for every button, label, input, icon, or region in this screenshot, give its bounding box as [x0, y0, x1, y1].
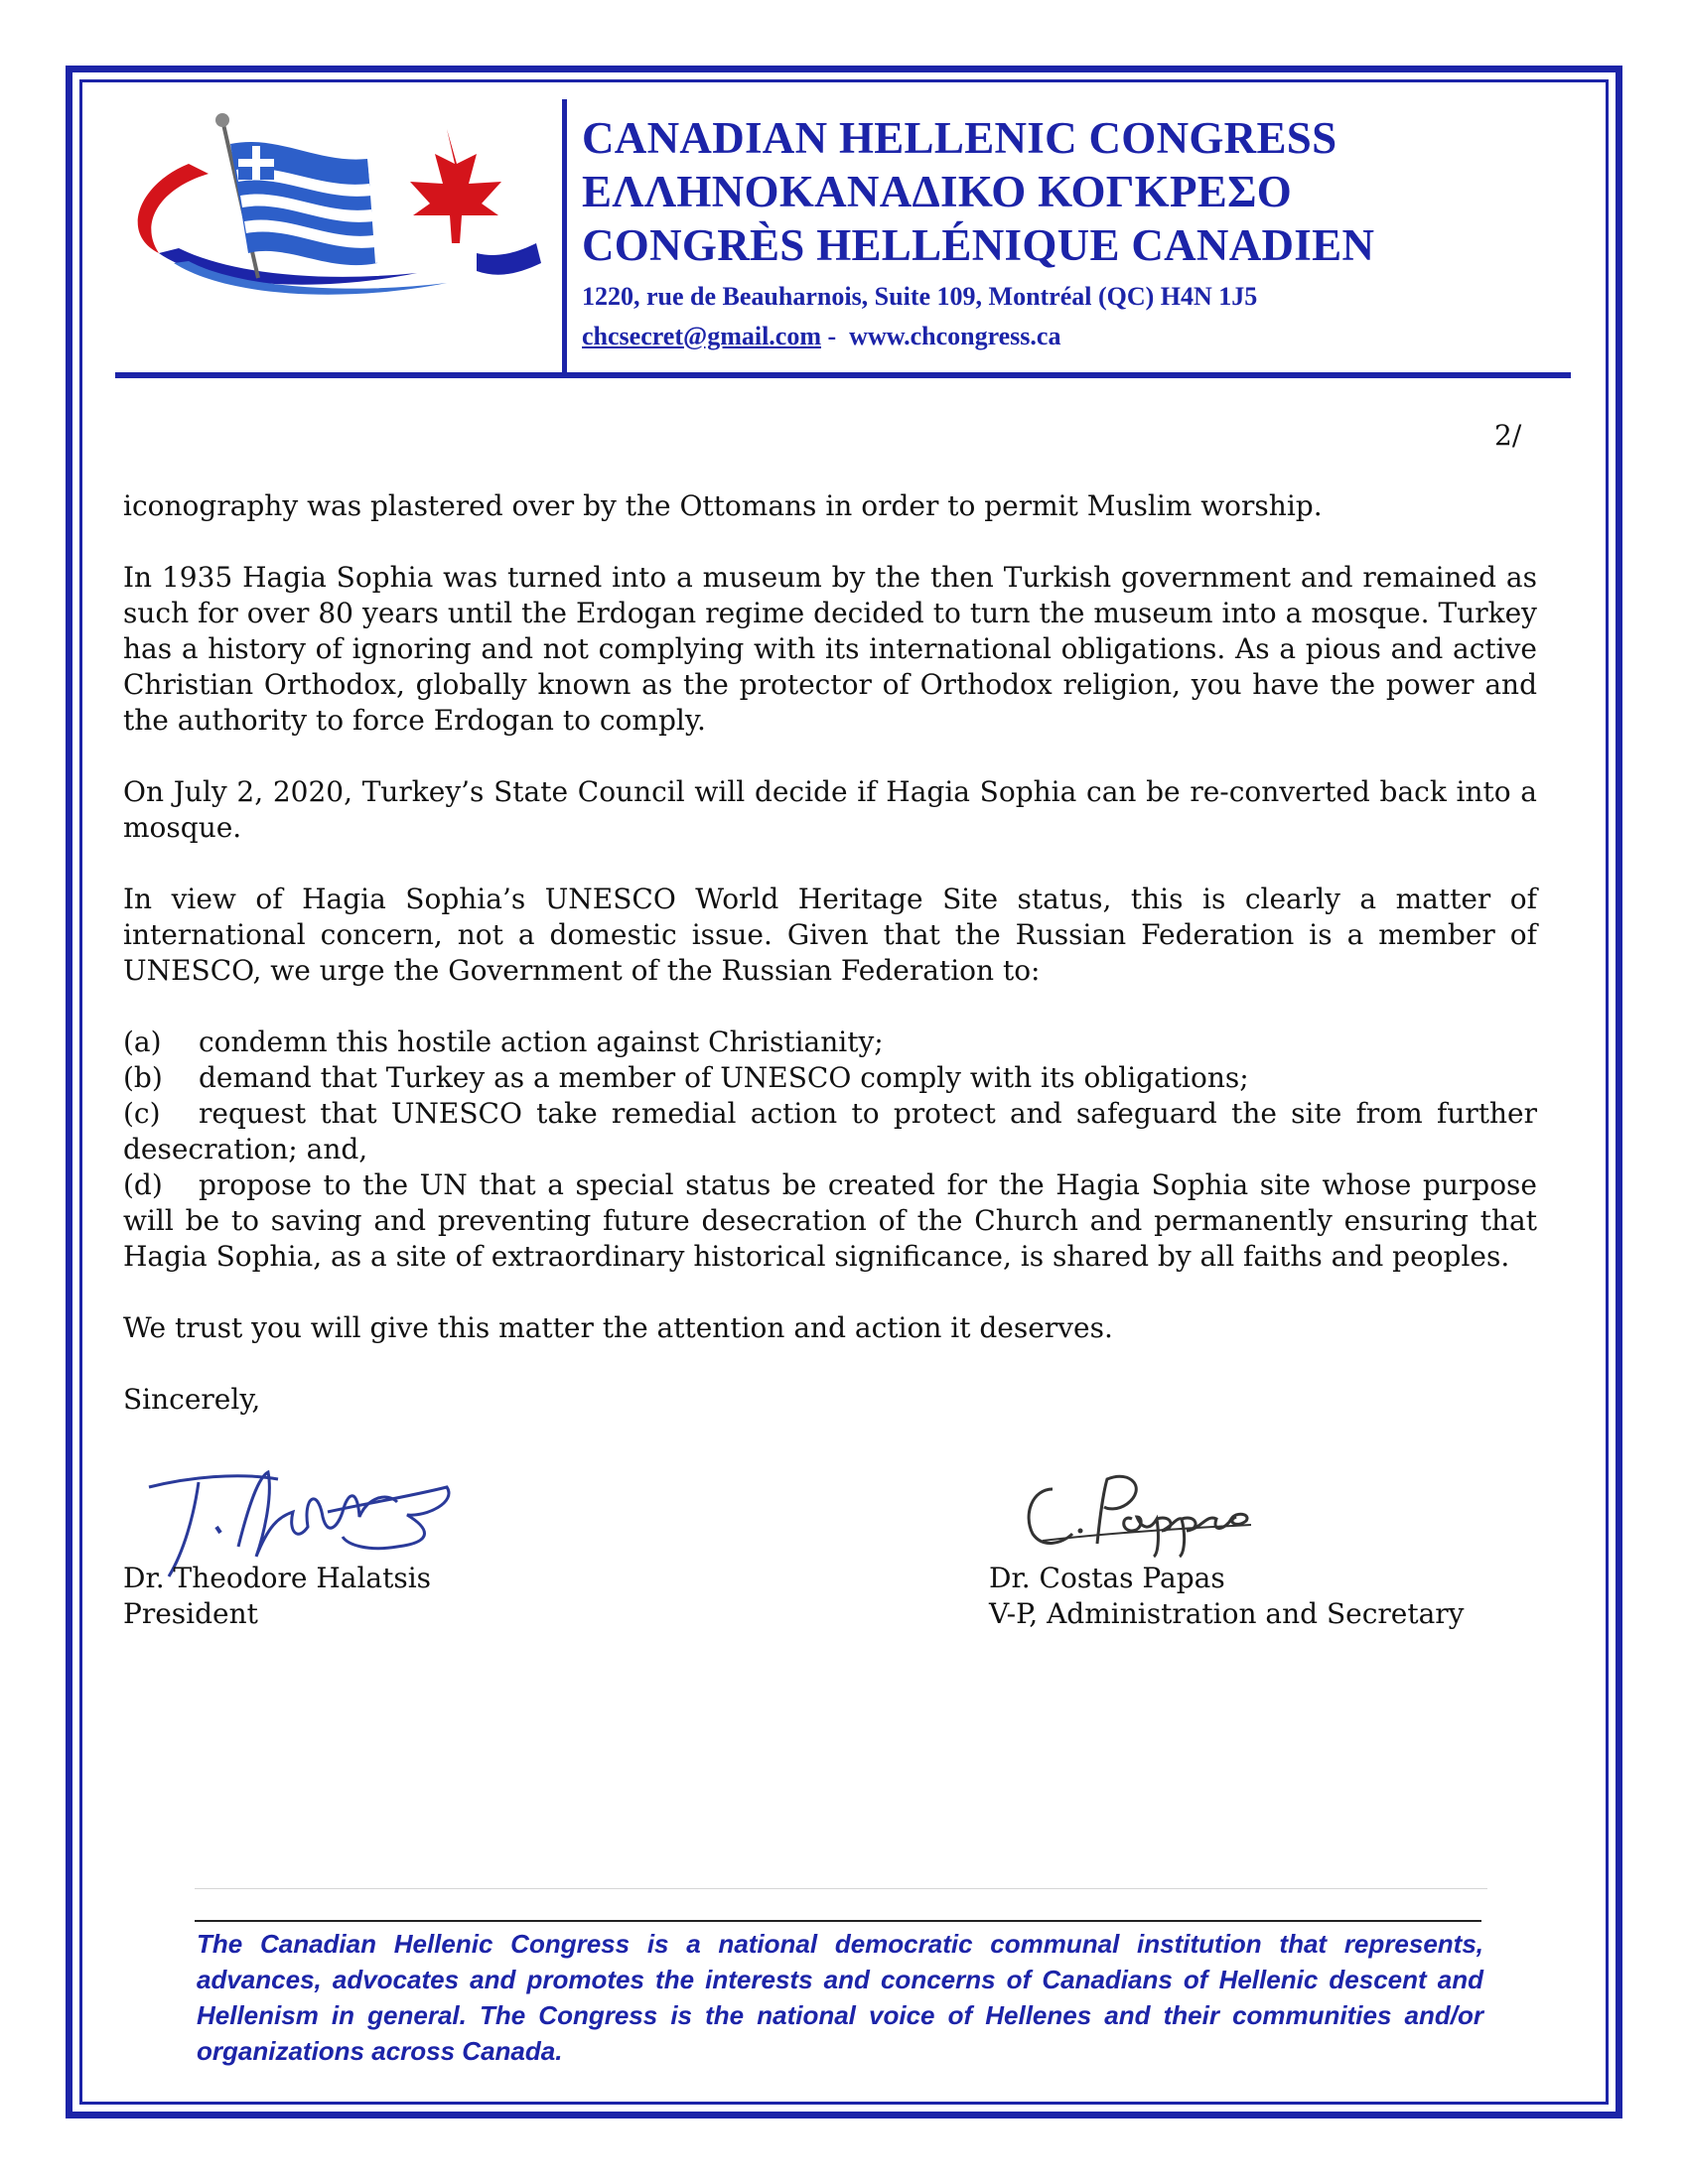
paragraph: In view of Hagia Sophia’s UNESCO World Heritage Site status, this is clearly a matter of international concern, not a domestic issue. Given that the Russian Federation is a member of UNESCO, we urge the Government of the Russian Federation to:: [123, 883, 1537, 987]
footer-statement: The Canadian Hellenic Congress is a national democratic communal institution that represents, advances, advocates and promotes the interests and concerns of Canadians of Hellenic descent and Hellenism in general. The Congress is the national voice of Hellenes and their communities and/or organizations across Canada.: [197, 1929, 1483, 2066]
chc-flag-logo-icon: [119, 104, 546, 313]
salutation: Sincerely,: [123, 1383, 261, 1416]
header-horizontal-rule: [115, 372, 1571, 378]
org-name-french: CONGRÈS HELLÉNIQUE CANADIEN: [582, 220, 1375, 270]
signatory-secretary: [989, 1561, 1465, 1632]
website-link[interactable]: www.chcongress.ca: [849, 322, 1061, 350]
signature-papas-icon: [1013, 1459, 1271, 1559]
contact-separator: -: [821, 322, 850, 350]
list-marker: (b): [123, 1061, 163, 1094]
org-address: 1220, rue de Beauharnois, Suite 109, Montréal (QC) H4N 1J5: [582, 282, 1258, 311]
page-number: 2/: [1494, 419, 1522, 452]
footer-rule: [195, 1920, 1481, 1922]
list-item: [123, 1167, 1537, 1275]
list-marker: (d): [123, 1168, 163, 1201]
email-link[interactable]: chcsecret@gmail.com: [582, 322, 821, 350]
list-item-text: request that UNESCO take remedial action to protect and safeguard the site from further desecration; and,: [123, 1097, 1537, 1165]
signatory-title: President: [123, 1597, 258, 1630]
list-marker: (a): [123, 1025, 162, 1058]
letter-body: [123, 488, 1537, 1418]
list-item-text: condemn this hostile action against Christianity;: [199, 1025, 884, 1058]
list-item: [123, 1024, 1537, 1060]
list-item: [123, 1060, 1537, 1096]
paragraph: On July 2, 2020, Turkey’s State Council will decide if Hagia Sophia can be re-converted back into a mosque.: [123, 775, 1537, 844]
header-vertical-rule: [562, 99, 567, 375]
letterhead: [582, 111, 1565, 353]
paragraph: In 1935 Hagia Sophia was turned into a museum by the then Turkish government and remained as such for over 80 years until the Erdogan regime decided to turn the museum into a mosque. Turkey has a history of ignoring and not complying with its international obligations. As a pious and active Christian Orthodox, globally known as the protector of Orthodox religion, you have the power and the authority to force Erdogan to comply.: [123, 561, 1537, 737]
signatory-president: [123, 1561, 431, 1632]
list-item-text: propose to the UN that a special status be created for the Hagia Sophia site whose purpose will be to saving and preventing future desecration of the Church and permanently ensuring that Hagia Sophia, as a site of extraordinary historical significance, is shared by all faiths and peoples.: [123, 1168, 1537, 1273]
demands-list: [123, 1024, 1537, 1275]
footer-faint-rule: [195, 1888, 1487, 1889]
org-contact: [582, 320, 1565, 353]
list-item: [123, 1096, 1537, 1167]
org-name-greek: ΕΛΛΗΝΟΚΑΝΑΔΙΚΟ ΚΟΓΚΡΕΣΟ: [582, 167, 1293, 216]
signatory-name: Dr. Theodore Halatsis: [123, 1562, 432, 1594]
closing-paragraph: We trust you will give this matter the attention and action it deserves.: [123, 1311, 1113, 1344]
paragraph: iconography was plastered over by the Ottomans in order to permit Muslim worship.: [123, 489, 1323, 522]
list-item-text: demand that Turkey as a member of UNESCO comply with its obligations;: [199, 1061, 1249, 1094]
signatory-name: Dr. Costas Papas: [989, 1562, 1225, 1594]
list-marker: (c): [123, 1097, 161, 1130]
signatory-title: V-P, Administration and Secretary: [989, 1597, 1465, 1630]
org-name-english: CANADIAN HELLENIC CONGRESS: [582, 113, 1337, 163]
